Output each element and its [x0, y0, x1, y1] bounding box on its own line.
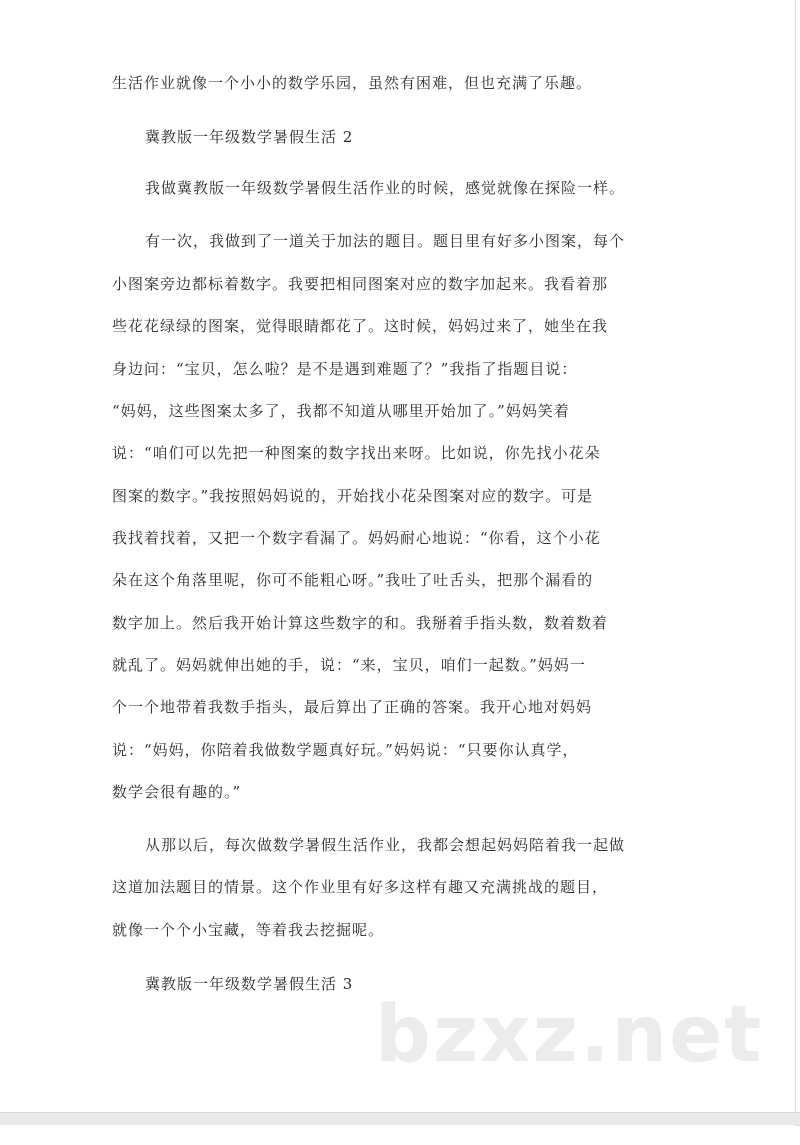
text-line: 我做冀教版一年级数学暑假生活作业的时候，感觉就像在探险一样。 [145, 179, 626, 197]
text-line: 身边问：“宝贝，怎么啦？是不是遇到难题了？”我指了指题目说： [112, 360, 578, 378]
text-line: “妈妈，这些图案太多了，我都不知道从哪里开始加了。”妈妈笑着 [112, 402, 570, 420]
section-heading-2: 冀教版一年级数学暑假生活 2 [145, 128, 354, 146]
text-line: 个一个地带着我数手指头，最后算出了正确的答案。我开心地对妈妈 [112, 698, 593, 716]
text-line: 数学会很有趣的。” [112, 783, 242, 801]
next-page [0, 1125, 795, 1145]
text-line: 我找着找着，又把一个数字看漏了。妈妈耐心地说：“你看，这个小花 [112, 529, 601, 547]
text-line: 这道加法题目的情景。这个作业里有好多这样有趣又充满挑战的题目， [112, 878, 609, 896]
text-line: 朵在这个角落里呢，你可不能粗心呀。”我吐了吐舌头，把那个漏看的 [112, 571, 594, 589]
text-line: 小图案旁边都标着数字。我要把相同图案对应的数字加起来。我看着那 [112, 275, 609, 293]
section-heading-3: 冀教版一年级数学暑假生活 3 [145, 975, 354, 993]
text-line: 就乱了。妈妈就伸出她的手，说：“来，宝贝，咱们一起数。”妈妈一 [112, 656, 586, 674]
text-line: 些花花绿绿的图案，觉得眼睛都花了。这时候，妈妈过来了，她坐在我 [112, 317, 609, 335]
text-line: 有一次，我做到了一道关于加法的题目。题目里有好多小图案，每个 [145, 232, 626, 250]
page-separator [0, 1112, 800, 1126]
text-line: 生活作业就像一个小小的数学乐园，虽然有困难，但也充满了乐趣。 [112, 74, 593, 92]
text-line: 说：“妈妈，你陪着我做数学题真好玩。”妈妈说：“只要你认真学， [112, 741, 579, 759]
text-line: 说：“咱们可以先把一种图案的数字找出来呀。比如说，你先找小花朵 [112, 444, 601, 462]
text-line: 图案的数字。”我按照妈妈说的，开始找小花朵图案对应的数字。可是 [112, 487, 594, 505]
text-line: 数字加上。然后我开始计算这些数字的和。我掰着手指头数，数着数着 [112, 614, 609, 632]
text-line: 从那以后，每次做数学暑假生活作业，我都会想起妈妈陪着我一起做 [145, 836, 626, 854]
watermark: bzxz.net [375, 990, 764, 1080]
text-line: 就像一个个小宝藏，等着我去挖掘呢。 [112, 921, 385, 939]
